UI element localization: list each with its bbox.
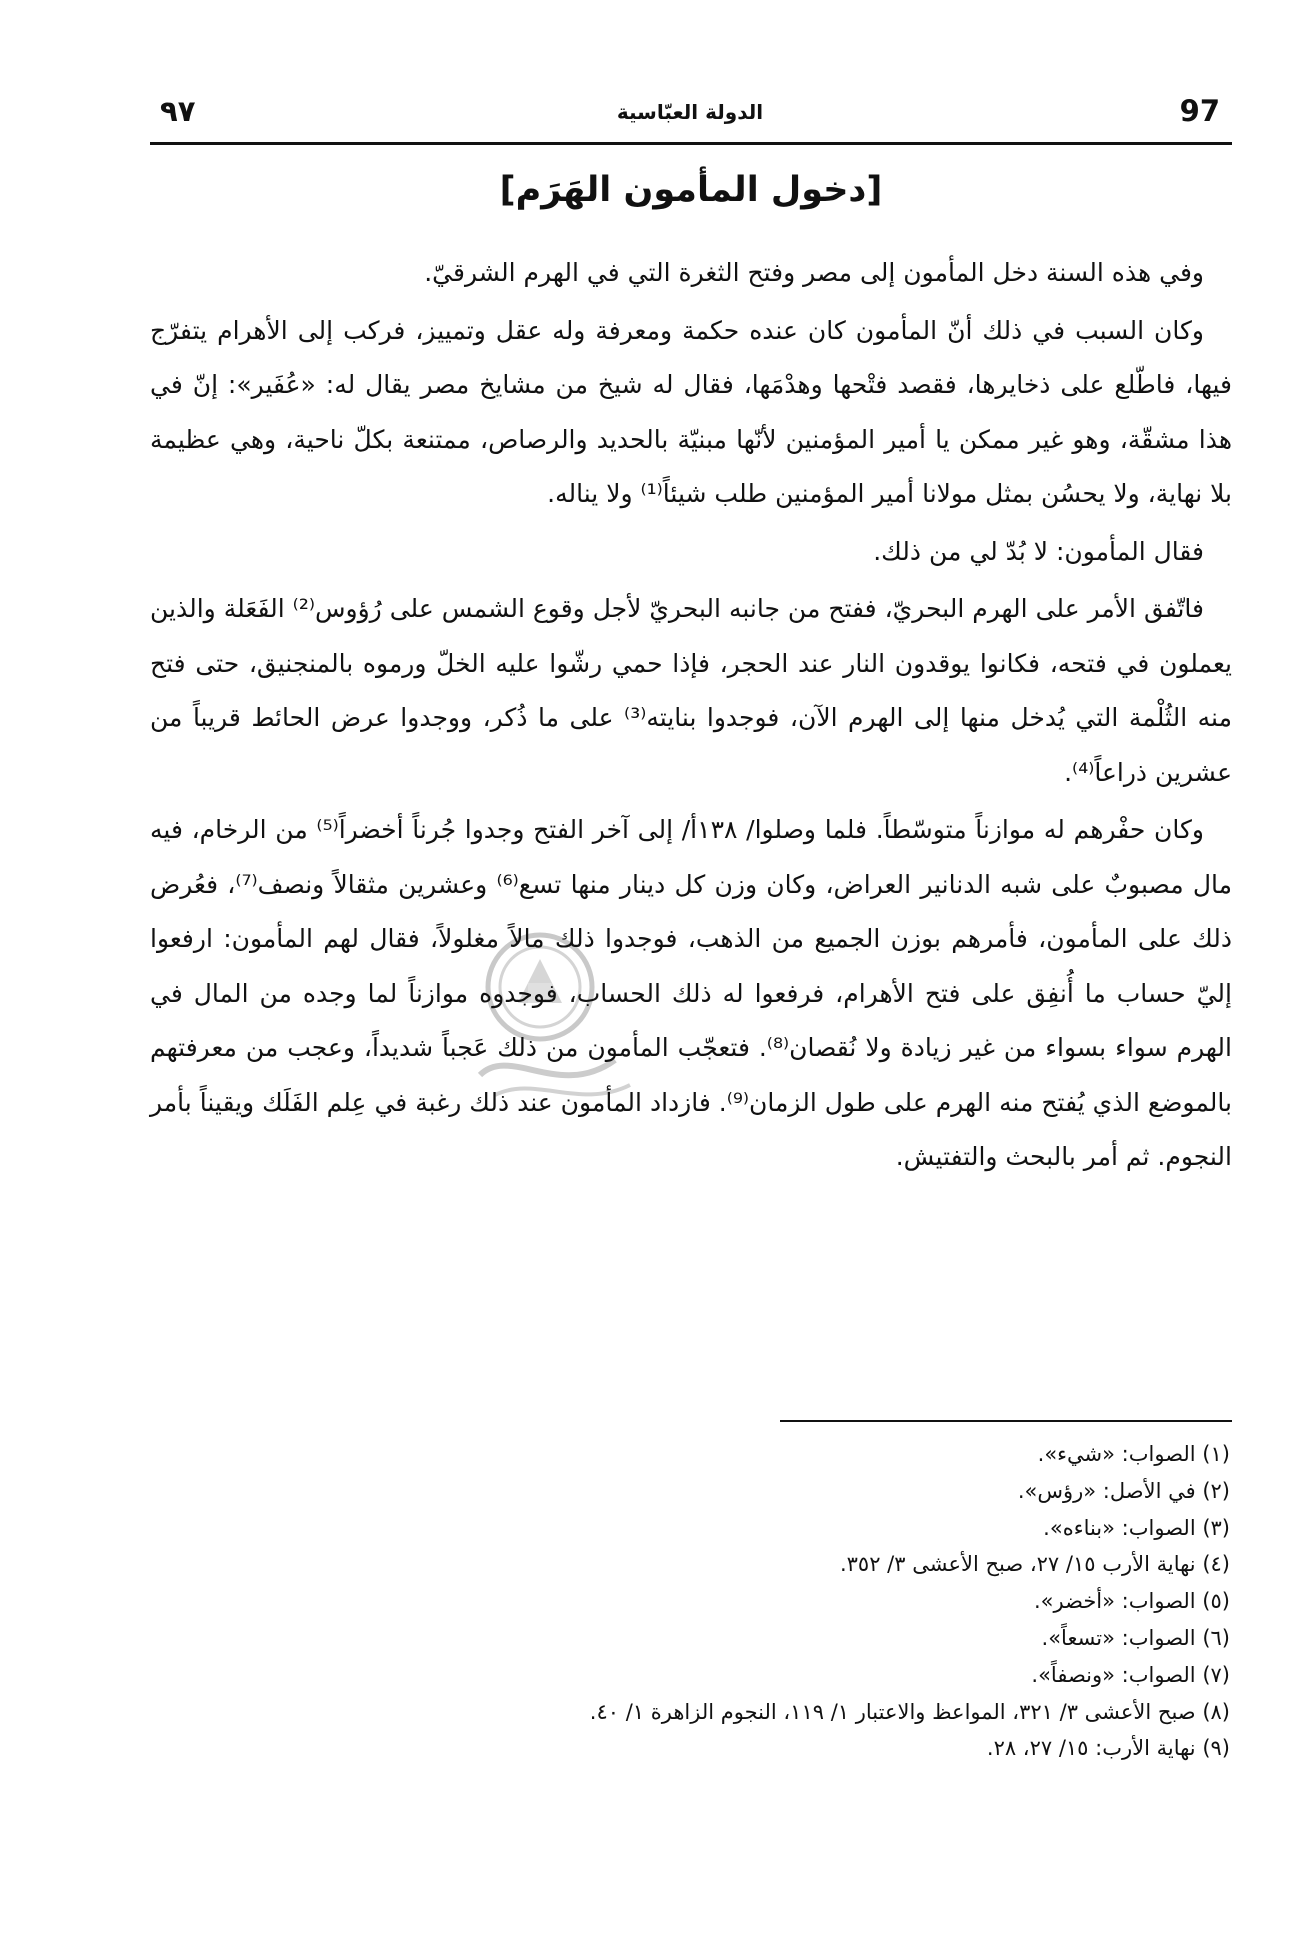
section-heading: [دخول المأمون الهَرَم] xyxy=(499,170,883,210)
paragraph: وفي هذه السنة دخل المأمون إلى مصر وفتح الثغرة التي في الهرم الشرقيّ. xyxy=(424,258,1204,287)
footnote: (٦) الصواب: «تسعاً». xyxy=(1041,1625,1230,1650)
main-text xyxy=(150,246,1232,1185)
page-number-latin: 97 xyxy=(1179,94,1220,128)
page-header xyxy=(150,92,1230,138)
footnote: (٥) الصواب: «أخضر». xyxy=(1034,1589,1230,1614)
paragraph: وكان السبب في ذلك أنّ المأمون كان عنده حكمة ومعرفة وله عقل وتمييز، فركب إلى الأهرام يتفرّج فيها، فاطّلع على ذخايرها، فقصد فتْحها وهدْمَها، فقال له شيخ من مشايخ مصر يقال له: «عُفَير»: إنّ في هذا مشقّة، وهو غير ممكن يا أمير المؤمنين لأنّها مبنيّة بالحديد والرصاص، ممتنعة بكلّ ناحية، وهي عظيمة بلا نهاية، ولا يحسُن بمثل مولانا أمير المؤمنين طلب شيئاً⁽¹⁾ ولا يناله. xyxy=(150,315,1232,508)
paragraph: وكان حفْرهم له موازناً متوسّطاً. فلما وصلوا/ ١٣٨أ/ إلى آخر الفتح وجدوا جُرناً أخضراً⁽⁵⁾ من الرخام، فيه مال مصبوبٌ على شبه الدنانير العراض، وكان وزن كل دينار منها تسع⁽⁶⁾ وعشرين مثقالاً ونصف⁽⁷⁾، فعُرض ذلك على المأمون، فأمرهم بوزن الجميع من الذهب، فوجدوا ذلك مالاً مغلولاً، فقال لهم المأمون: ارفعوا إليّ حساب ما أُنفِق على فتح الأهرام، فرفعوا له ذلك الحساب، فوجدوه موازناً لما وجده من المال في الهرم سواء بسواء من غير زيادة ولا نُقصان⁽⁸⁾. فتعجّب المأمون من ذلك عَجباً شديداً، وعجب من معرفتهم بالموضع الذي يُفتح منه الهرم على طول الزمان⁽⁹⁾. فازداد المأمون عند ذلك رغبة في عِلم الفَلَك ويقيناً بأمر النجوم. ثم أمر بالبحث والتفتيش. xyxy=(150,815,1232,1171)
footnote: (١) الصواب: «شيء». xyxy=(1037,1442,1230,1466)
footnote: (٨) صبح الأعشى ٣/ ٣٢١، المواعظ والاعتبار ١/ ١١٩، النجوم الزاهرة ١/ ٤٠. xyxy=(589,1699,1230,1724)
footnote-rule xyxy=(780,1420,1232,1422)
running-title: الدولة العبّاسية xyxy=(616,100,764,124)
footnote: (٩) نهاية الأرب: ١٥/ ٢٧، ٢٨. xyxy=(986,1736,1230,1761)
footnotes xyxy=(150,1436,1230,1767)
page-number-arabic: ٩٧ xyxy=(160,94,196,128)
footnote: (٧) الصواب: «ونصفاً». xyxy=(1031,1662,1230,1687)
header-rule xyxy=(150,142,1232,145)
footnote: (٤) نهاية الأرب ١٥/ ٢٧، صبح الأعشى ٣/ ٣٥٢. xyxy=(839,1552,1230,1577)
paragraph: فقال المأمون: لا بُدّ لي من ذلك. xyxy=(873,536,1204,566)
paragraph: فاتّفق الأمر على الهرم البحريّ، ففتح من جانبه البحريّ لأجل وقوع الشمس على رُؤوس⁽²⁾ الفَعَلة والذين يعملون في فتحه، فكانوا يوقدون النار عند الحجر، فإذا حمي رشّوا عليه الخلّ ورموه بالمنجنيق، حتى فتح منه الثُلْمة التي يُدخل منها إلى الهرم الآن، فوجدوا بنايته⁽³⁾ على ما ذُكر، ووجدوا عرض الحائط قريباً من عشرين ذراعاً⁽⁴⁾. xyxy=(150,594,1232,787)
footnote: (٣) الصواب: «بناءه». xyxy=(1043,1515,1230,1540)
footnote: (٢) في الأصل: «رؤس». xyxy=(1017,1478,1230,1503)
